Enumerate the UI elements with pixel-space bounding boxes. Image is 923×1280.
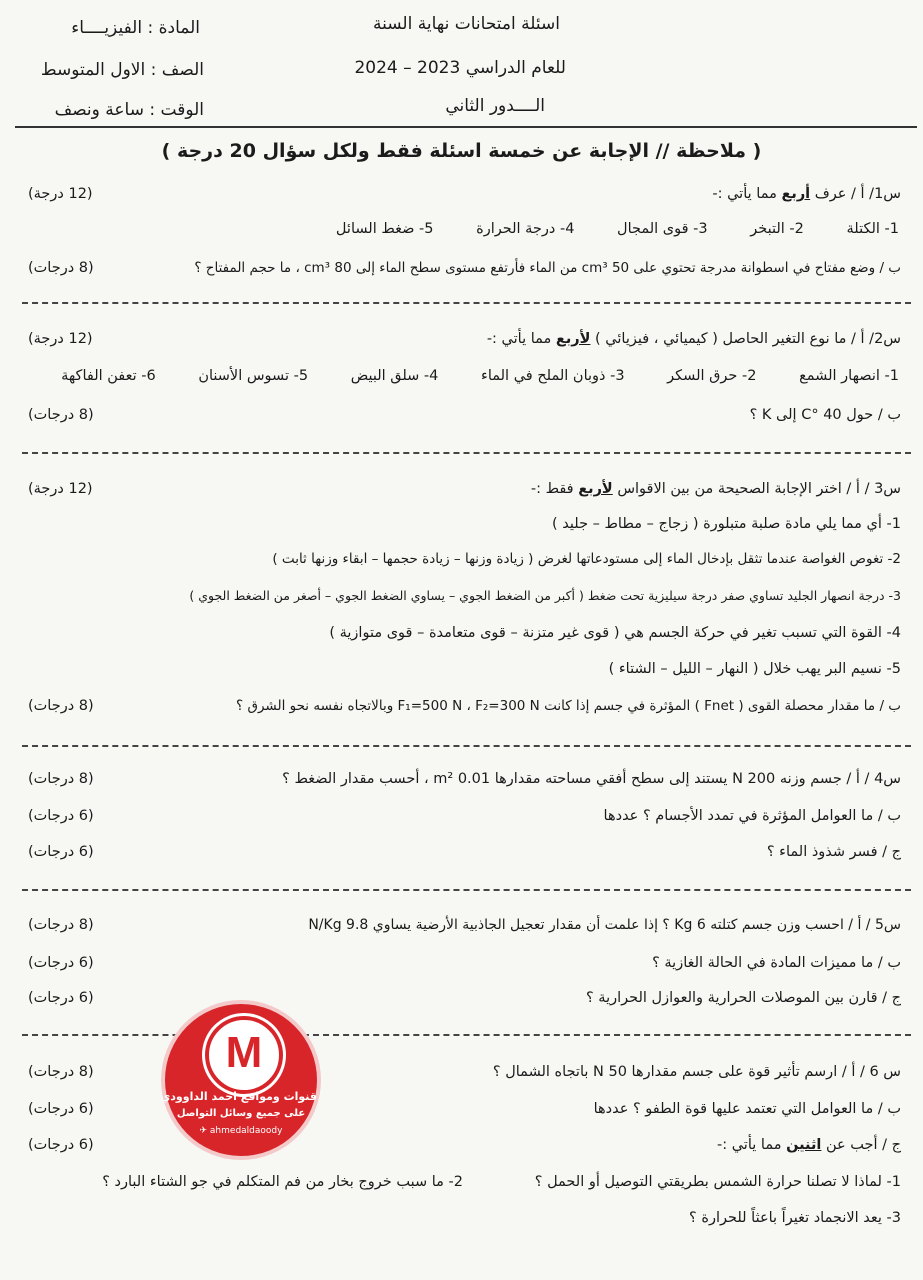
q5-a: س5 / أ / احسب وزن جسم كتلته 6 Kg ؟ إذا علمت أن مقدار تعجيل الجاذبية الأرضية يساوي 9.8 N/Kg	[308, 917, 901, 933]
q1-a-mark: (12 درجة)	[28, 186, 93, 202]
list-item: 6- تعفن الفاكهة	[61, 368, 156, 384]
list-item: 5- تسوس الأسنان	[198, 368, 309, 384]
exam-title: اسئلة امتحانات نهاية السنة	[373, 14, 560, 34]
q5-b: ب / ما مميزات المادة في الحالة الغازية ؟	[652, 955, 901, 971]
q5-a-mark: (8 درجات)	[28, 917, 94, 933]
q5-c-mark: (6 درجات)	[28, 990, 94, 1006]
q3-a: س3 / أ / اختر الإجابة الصحيحة من بين الاقواس لأربع فقط :-	[530, 481, 901, 497]
list-item: 4- سلق البيض	[350, 368, 439, 384]
q3-item-4: 4- القوة التي تسبب تغير في حركة الجسم هي ( قوى غير متزنة – قوى متعامدة – قوى متوازية )	[329, 625, 901, 641]
divider	[22, 745, 911, 747]
q3-item-3: 3- درجة انصهار الجليد تساوي صفر درجة سيليزية تحت ضغط ( أكبر من الضغط الجوي – يساوي الضغط الجوي – أصغر من الضغط الجوي )	[189, 588, 901, 603]
divider	[22, 889, 911, 891]
q6-c-mark: (6 درجات)	[28, 1137, 94, 1153]
list-item: 5- ضغط السائل	[335, 221, 434, 237]
q3-b-mark: (8 درجات)	[28, 698, 94, 714]
exam-note: ( ملاحظة // الإجابة عن خمسة اسئلة فقط ولكل سؤال 20 درجة )	[161, 140, 762, 162]
q6-c: ج / أجب عن اثنين مما يأتي :-	[716, 1137, 901, 1153]
list-item: 1- انصهار الشمع	[799, 368, 899, 384]
q3-a-mark: (12 درجة)	[28, 481, 93, 497]
q6-b-mark: (6 درجات)	[28, 1101, 94, 1117]
q4-a-mark: (8 درجات)	[28, 771, 94, 787]
q1-a: س1/ أ / عرف أربع مما يأتي :-	[712, 186, 901, 202]
divider	[22, 1034, 911, 1036]
list-item: 3- قوى المجال	[617, 221, 708, 237]
q6-a-mark: (8 درجات)	[28, 1064, 94, 1080]
q4-c-mark: (6 درجات)	[28, 844, 94, 860]
q4-a: س4 / أ / جسم وزنه 200 N يستند إلى سطح أفقي مساحته مقدارها 0.01 m² ، أحسب مقدار الضغط ؟	[282, 771, 901, 787]
list-item: 3- ذوبان الملح في الماء	[481, 368, 625, 384]
divider	[22, 302, 911, 304]
q3-item-5: 5- نسيم البر يهب خلال ( النهار – الليل – الشتاء )	[608, 661, 901, 677]
logo-letter: M	[225, 1028, 263, 1077]
list-item: 2- حرق السكر	[667, 368, 757, 384]
q4-b-mark: (6 درجات)	[28, 808, 94, 824]
q6-c-item-1: 1- لماذا لا تصلنا حرارة الشمس بطريقتي التوصيل أو الحمل ؟	[534, 1174, 901, 1190]
q3-item-1: 1- أي مما يلي مادة صلبة متبلورة ( زجاج – مطاط – جليد )	[552, 516, 901, 532]
header-rule	[15, 126, 917, 128]
q2-a-mark: (12 درجة)	[28, 331, 93, 347]
q2-b: ب / حول 40 °C إلى K ؟	[749, 407, 901, 423]
q4-b: ب / ما العوامل المؤثرة في تمدد الأجسام ؟ عددها	[603, 808, 901, 824]
q1-b: ب / وضع مفتاح في اسطوانة مدرجة تحتوي على 50 cm³ من الماء فأرتفع مستوى سطح الماء إلى 80 cm³ ، ما حجم المفتاح ؟	[194, 260, 901, 276]
list-item: 4- درجة الحرارة	[476, 221, 575, 237]
q2-options	[24, 368, 899, 384]
logo-handle: ✈ ahmedaldaoody	[199, 1126, 283, 1136]
logo-badge	[205, 1016, 283, 1094]
logo-text-social: على جميع وسائل التواصل	[176, 1108, 306, 1119]
subject-label: المادة : الفيزيــــاء	[71, 18, 200, 38]
divider	[22, 452, 911, 454]
q6-b: ب / ما العوامل التي تعتمد عليها قوة الطفو ؟ عددها	[593, 1101, 901, 1117]
list-item: 2- التبخر	[750, 221, 804, 237]
q4-c: ج / فسر شذوذ الماء ؟	[766, 844, 901, 860]
q5-b-mark: (6 درجات)	[28, 955, 94, 971]
academic-year: للعام الدراسي 2023 – 2024	[354, 58, 566, 78]
q6-c-item-2: 2- ما سبب خروج بخار من فم المتكلم في جو الشتاء البارد ؟	[102, 1174, 463, 1190]
q2-a: س2/ أ / ما نوع التغير الحاصل ( كيميائي ، فيزيائي ) لأربع مما يأتي :-	[486, 331, 901, 347]
telegram-icon: ✈	[199, 1126, 210, 1136]
time-label: الوقت : ساعة ونصف	[54, 100, 204, 120]
q1-options	[24, 221, 899, 237]
q6-a: س 6 / أ / ارسم تأثير قوة على جسم مقدارها 50 N باتجاه الشمال ؟	[492, 1064, 901, 1080]
q1-b-mark: (8 درجات)	[28, 260, 94, 276]
watermark-logo	[160, 1004, 317, 1156]
logo-text-channels: قنوات ومواقع احمد الداوودي	[160, 1090, 317, 1103]
q6-c-item-3: 3- يعد الانجماد تغيراً باعثاً للحرارة ؟	[689, 1210, 901, 1226]
q5-c: ج / قارن بين الموصلات الحرارية والعوازل الحرارية ؟	[586, 990, 901, 1006]
grade-label: الصف : الاول المتوسط	[40, 60, 204, 80]
exam-round: الــــدور الثاني	[445, 96, 545, 116]
q3-item-2: 2- تغوص الغواصة عندما تثقل بإدخال الماء إلى مستودعاتها لغرض ( زيادة وزنها – زيادة حجمها – ابقاء وزنها ثابت )	[272, 551, 901, 567]
list-item: 1- الكتلة	[846, 221, 899, 237]
q2-b-mark: (8 درجات)	[28, 407, 94, 423]
q3-b: ب / ما مقدار محصلة القوى ( Fnet ) المؤثرة في جسم إذا كانت F₁=500 N ، F₂=300 N وبالاتجاه نفسه نحو الشرق ؟	[236, 698, 901, 714]
